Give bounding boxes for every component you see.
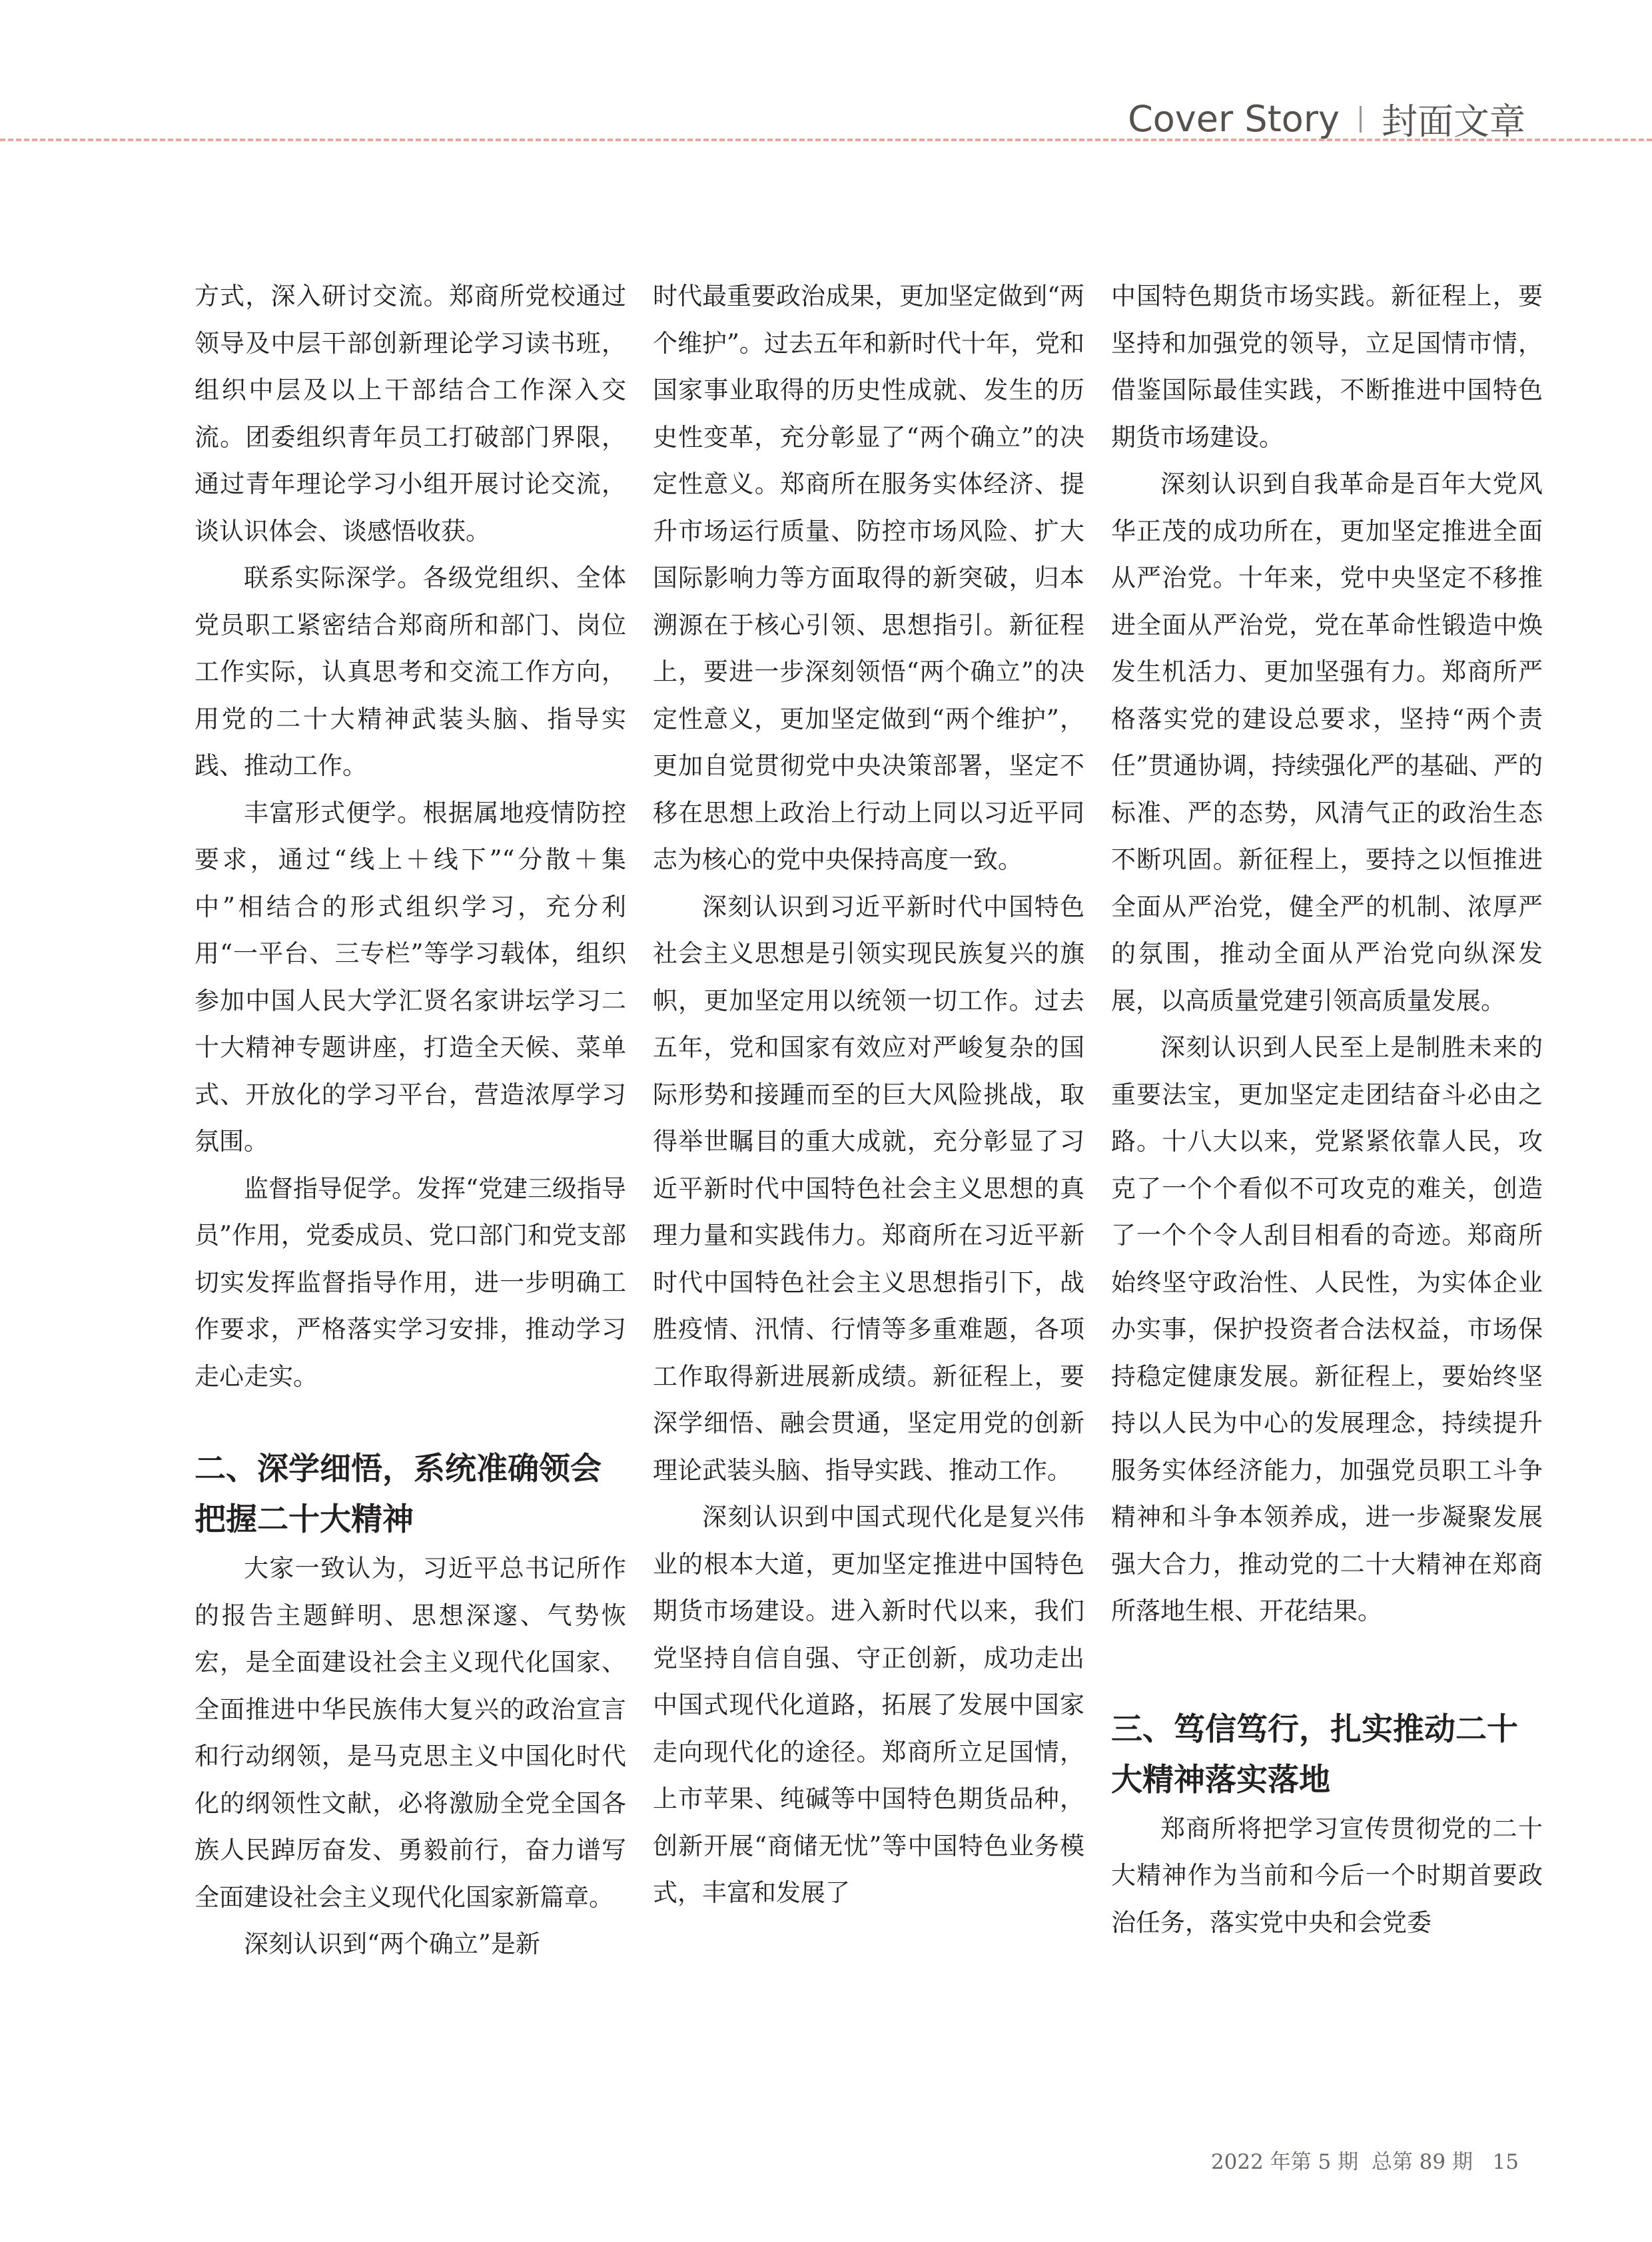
text-column-1 bbox=[195, 273, 626, 1968]
header-separator bbox=[1360, 106, 1362, 133]
paragraph: 深刻认识到自我革命是百年大党风华正茂的成功所在，更加坚定推进全面从严治党。十年来，党中央坚定不移推进全面从严治党，党在革命性锻造中焕发生机活力、更加坚强有力。郑商所严格落实党的建设总要求，坚持“两个责任”贯通协调，持续强化严的基础、严的标准、严的态势，风清气正的政治生态不断巩固。新征程上，要持之以恒推进全面从严治党，健全严的机制、浓厚严的氛围，推动全面从严治党向纵深发展，以高质量党建引领高质量发展。 bbox=[1111, 470, 1543, 1015]
paragraph: 大家一致认为，习近平总书记所作的报告主题鲜明、思想深邃、气势恢宏，是全面建设社会主义现代化国家、全面推进中华民族伟大复兴的政治宣言和行动纲领，是马克思主义中国化时代化的纲领性文献，必将激励全党全国各族人民踔厉奋发、勇毅前行，奋力谱写全面建设社会主义现代化国家新篇章。 bbox=[195, 1554, 626, 1912]
paragraph: 监督指导促学。发挥“党建三级指导员”作用，党委成员、党口部门和党支部切实发挥监督指导作用，进一步明确工作要求，严格落实学习安排，推动学习走心走实。 bbox=[195, 1174, 626, 1391]
section-heading: 二、深学细悟，系统准确领会把握二十大精神 bbox=[195, 1451, 602, 1538]
section-name-english: Cover Story bbox=[1128, 98, 1340, 140]
running-header bbox=[1128, 93, 1525, 145]
paragraph: 深刻认识到中国式现代化是复兴伟业的根本大道，更加坚定推进中国特色期货市场建设。进入新时代以来，我们党坚持自信自强、守正创新，成功走出中国式现代化道路，拓展了发展中国家走向现代化的途径。郑商所立足国情，上市苹果、纯碱等中国特色期货品种，创新开展“商储无忧”等中国特色业务模式，丰富和发展了 bbox=[653, 1503, 1084, 1907]
paragraph: 深刻认识到人民至上是制胜未来的重要法宝，更加坚定走团结奋斗必由之路。十八大以来，党紧紧依靠人民，攻克了一个个看似不可攻克的难关，创造了一个个令人刮目相看的奇迹。郑商所始终坚守政治性、人民性，为实体企业办实事，保护投资者合法权益，市场保持稳定健康发展。新征程上，要始终坚持以人民为中心的发展理念，持续提升服务实体经济能力，加强党员职工斗争精神和斗争本领养成，进一步凝聚发展强大合力，推动党的二十大精神在郑商所落地生根、开花结果。 bbox=[1111, 1033, 1543, 1625]
paragraph: 方式，深入研讨交流。郑商所党校通过领导及中层干部创新理论学习读书班，组织中层及以上干部结合工作深入交流。团委组织青年员工打破部门界限，通过青年理论学习小组开展讨论交流，谈认识体会、谈感悟收获。 bbox=[195, 282, 626, 546]
section-name-chinese: 封面文章 bbox=[1382, 101, 1525, 143]
paragraph: 郑商所将把学习宣传贯彻党的二十大精神作为当前和今后一个时期首要政治任务，落实党中央和会党委 bbox=[1111, 1814, 1543, 1937]
text-column-2 bbox=[653, 273, 1084, 1917]
page-footer: 2022 年第 5 期 总第 89 期 15 bbox=[1210, 2150, 1519, 2174]
paragraph: 时代最重要政治成果，更加坚定做到“两个维护”。过去五年和新时代十年，党和国家事业取得的历史性成就、发生的历史性变革，充分彰显了“两个确立”的决定性意义。郑商所在服务实体经济、提升市场运行质量、防控市场风险、扩大国际影响力等方面取得的新突破，归本溯源在于核心引领、思想指引。新征程上，要进一步深刻领悟“两个确立”的决定性意义，更加坚定做到“两个维护”，更加自觉贯彻党中央决策部署，坚定不移在思想上政治上行动上同以习近平同志为核心的党中央保持高度一致。 bbox=[653, 282, 1084, 874]
paragraph: 深刻认识到习近平新时代中国特色社会主义思想是引领实现民族复兴的旗帜，更加坚定用以统领一切工作。过去五年，党和国家有效应对严峻复杂的国际形势和接踵而至的巨大风险挑战，取得举世瞩目的重大成就，充分彰显了习近平新时代中国特色社会主义思想的真理力量和实践伟力。郑商所在习近平新时代中国特色社会主义思想指引下，战胜疫情、汛情、行情等多重难题，各项工作取得新进展新成绩。新征程上，要深学细悟、融会贯通，坚定用党的创新理论武装头脑、指导实践、推动工作。 bbox=[653, 892, 1084, 1485]
paragraph: 联系实际深学。各级党组织、全体党员职工紧密结合郑商所和部门、岗位工作实际，认真思考和交流工作方向，用党的二十大精神武装头脑、指导实践、推动工作。 bbox=[195, 563, 626, 780]
text-column-3 bbox=[1111, 273, 1543, 1946]
paragraph: 中国特色期货市场实践。新征程上，要坚持和加强党的领导，立足国情市情，借鉴国际最佳实践，不断推进中国特色期货市场建设。 bbox=[1111, 282, 1543, 452]
paragraph: 丰富形式便学。根据属地疫情防控要求，通过“线上＋线下”“分散＋集中”相结合的形式组织学习，充分利用“一平台、三专栏”等学习载体，组织参加中国人民大学汇贤名家讲坛学习二十大精神专题讲座，打造全天候、菜单式、开放化的学习平台，营造浓厚学习氛围。 bbox=[195, 798, 626, 1156]
paragraph: 深刻认识到“两个确立”是新 bbox=[244, 1930, 540, 1958]
section-heading: 三、笃信笃行，扎实推动二十大精神落实落地 bbox=[1111, 1710, 1518, 1798]
header-dashed-rule bbox=[0, 139, 1652, 141]
